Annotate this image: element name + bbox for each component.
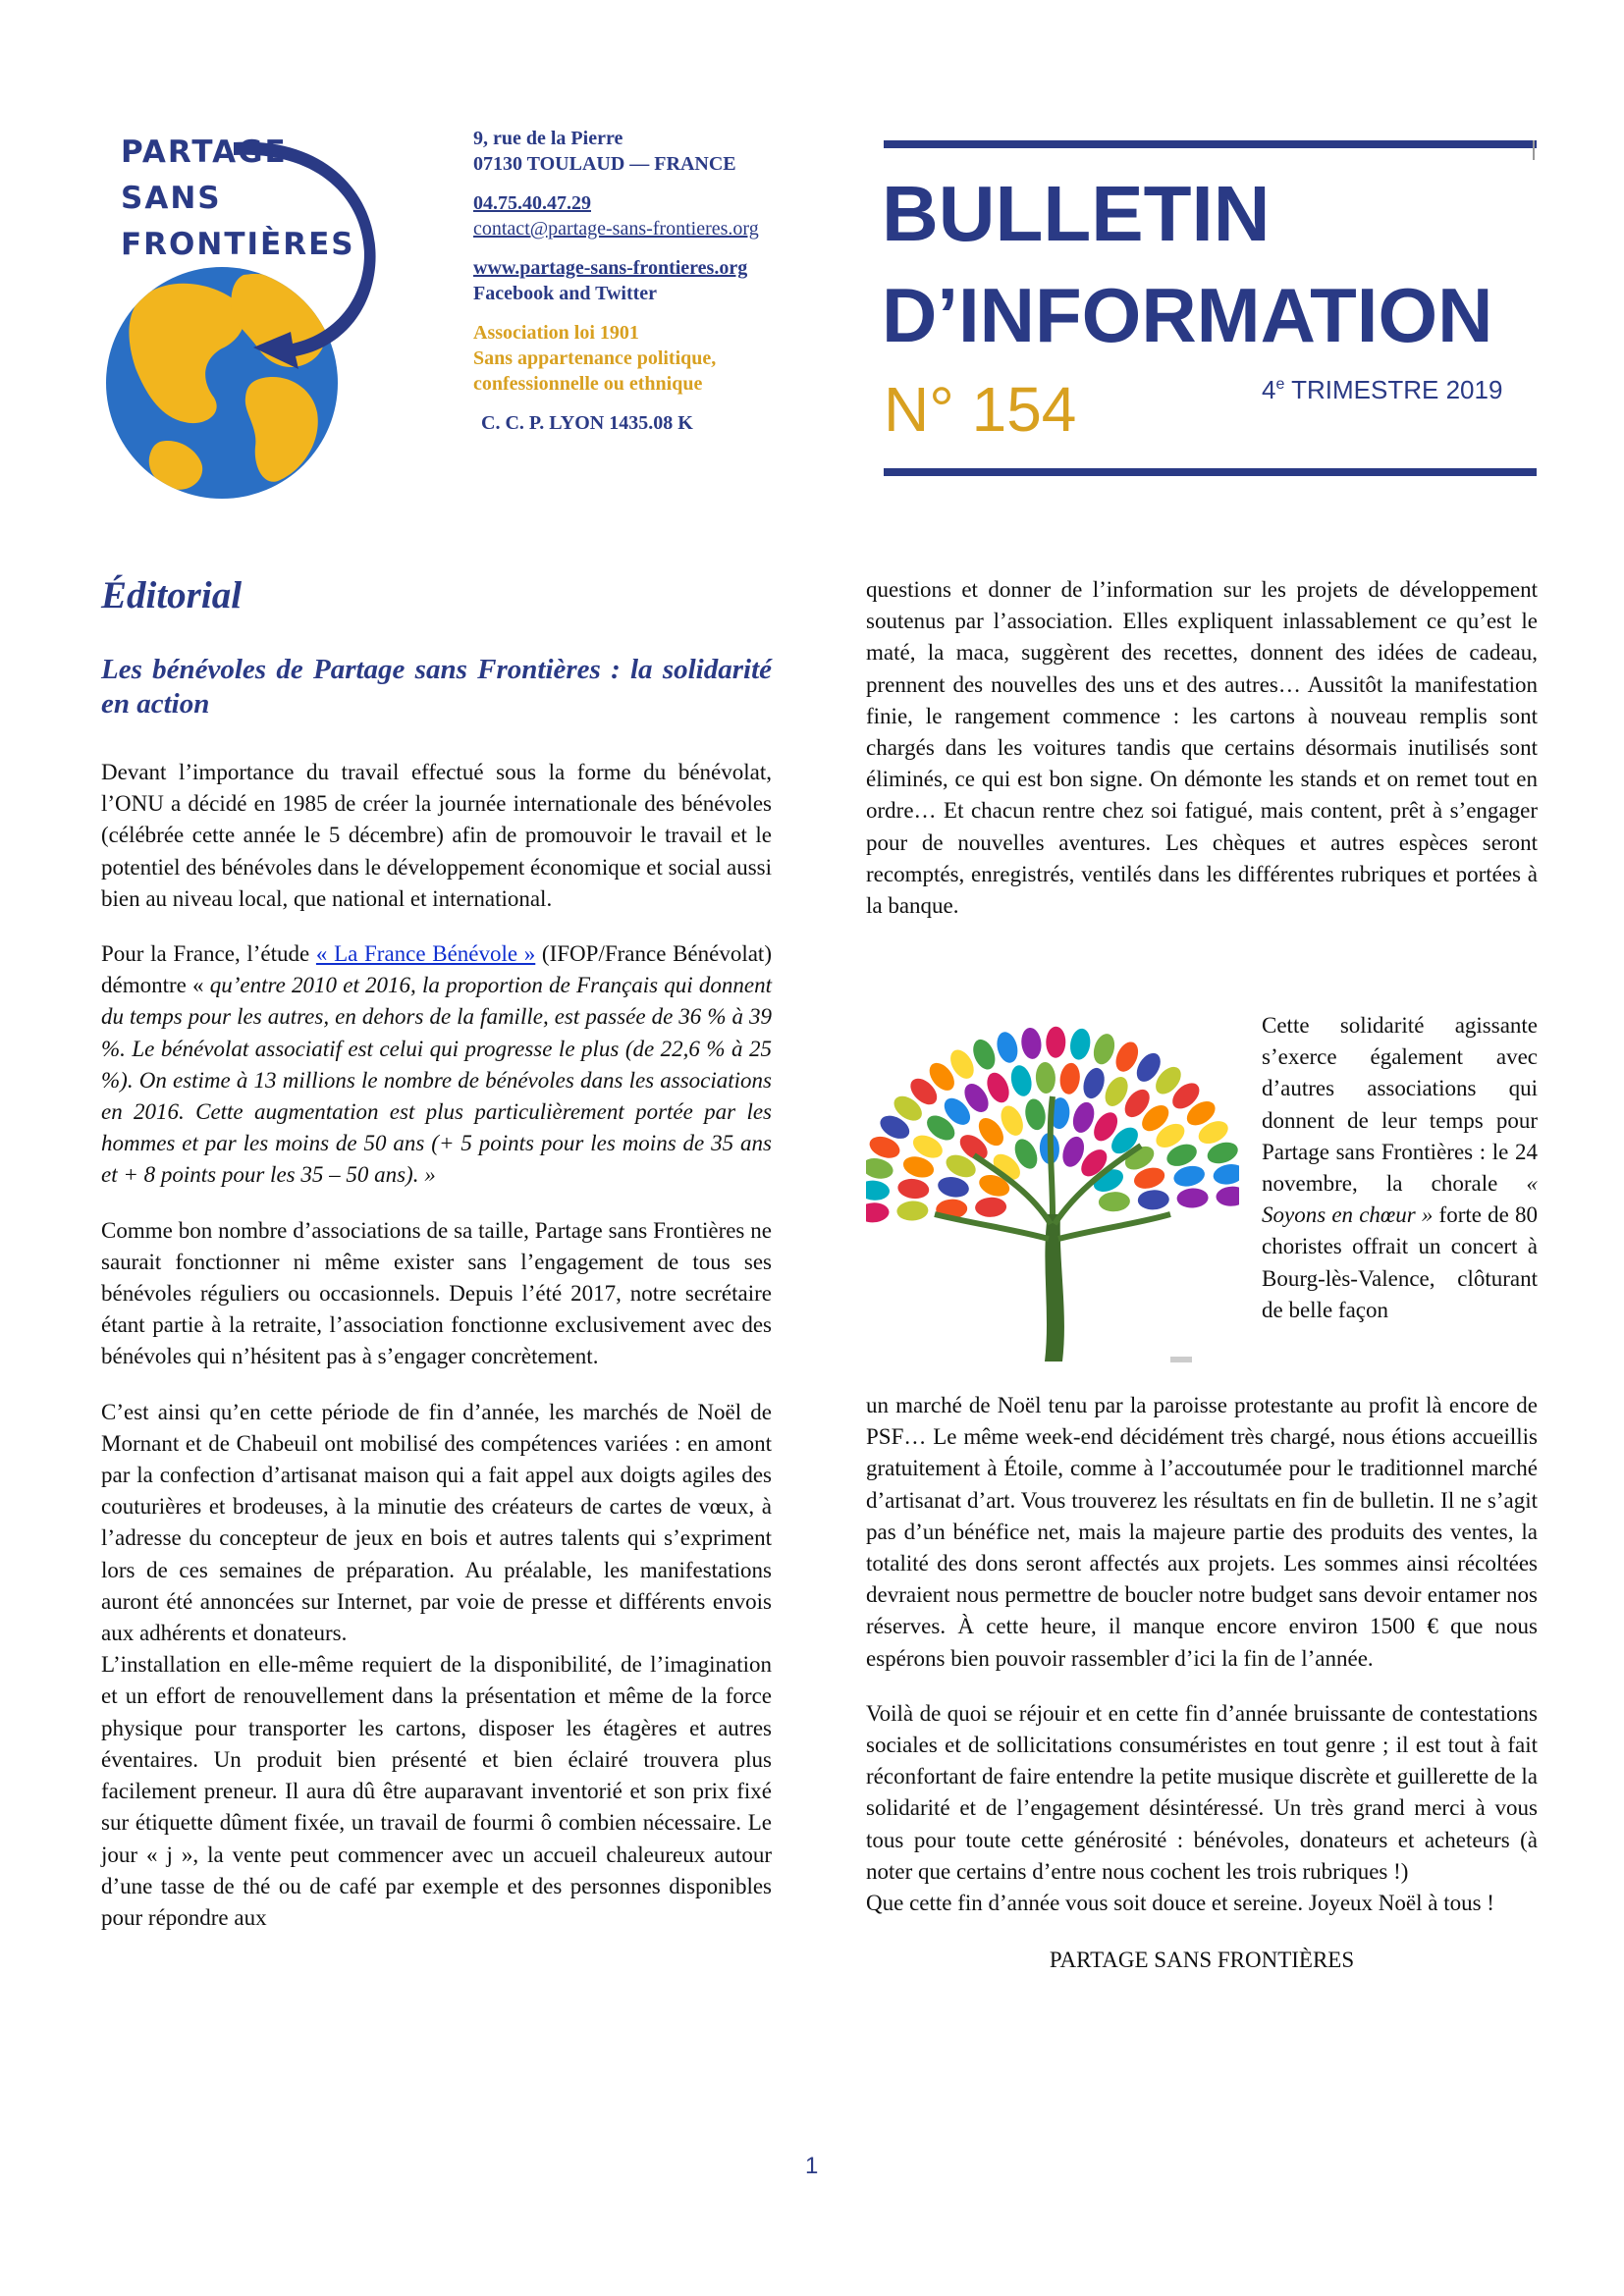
hand-shape bbox=[896, 1201, 929, 1222]
right-column bbox=[866, 574, 1538, 922]
paragraph-thanks: Voilà de quoi se réjouir et en cette fin d’année bruissante de contestations sociales et de sollicitations consuméristes en tout genre ; il est tout à fait réconfortant de faire entendre la petite musique discrète et guillerette de la solidarité et de l’engagement désintéressé. Un très grand merci à vous tous pour toute cette générosité : bénévoles, donateurs et acheteurs (à noter que certains d’entre nous cochent les trois rubriques !) bbox=[866, 1700, 1538, 1884]
right-column-continued bbox=[866, 1390, 1538, 1976]
page-number: 1 bbox=[805, 2153, 819, 2179]
hand-shape bbox=[994, 1030, 1020, 1065]
p2-source: (IFOP/France Bénévolat) démontre « bbox=[101, 941, 772, 998]
address-block bbox=[473, 126, 837, 436]
website-link[interactable]: www.partage-sans-frontieres.org bbox=[473, 257, 748, 279]
trimester-text: TRIMESTRE 2019 bbox=[1284, 375, 1503, 404]
logo-word-frontieres: FRONTIÈRES bbox=[121, 227, 355, 262]
trimester-ordinal: e bbox=[1275, 376, 1285, 393]
choir-text-a: Cette solidarité agissante s’exerce également avec d’autres associations qui donnent de leur temps pour Partage sans Frontières : le 24 novembre, la chorale bbox=[1262, 1013, 1538, 1197]
hand-shape bbox=[1080, 1065, 1109, 1100]
issue-number: N° 154 bbox=[884, 374, 1077, 445]
bulletin-title-line1: BULLETIN bbox=[882, 170, 1271, 257]
hand-shape bbox=[1068, 1027, 1093, 1061]
header-rule-tick bbox=[1533, 140, 1535, 160]
hand-shape bbox=[1035, 1062, 1056, 1095]
paragraph-onu: Devant l’importance du travail effectué sous la forme du bénévolat, l’ONU a décidé en 1985 de créer la journée internationale des bénévoles (célébrée cette année le 5 décembre) afin de promouvoir le travail et le potentiel des bénévoles dans le développement économique et social aussi bien au niveau local, que national et international. bbox=[101, 760, 772, 911]
hand-shape bbox=[1176, 1188, 1209, 1209]
paragraph-association: Comme bon nombre d’associations de sa taille, Partage sans Frontières ne saurait fonctionner ni même exister sans l’engagement de tous ses bénévoles réguliers ou occasionnels. Depuis l’été 2017, notre secrétaire étant partie à la retraite, l’association fonctionne exclusivement avec des bénévoles qui n’hésitent pas à s’engager concrètement. bbox=[101, 1217, 772, 1369]
hand-shape bbox=[936, 1174, 970, 1200]
assoc-law: Association loi 1901 bbox=[473, 322, 639, 344]
logo-word-sans: SANS bbox=[121, 181, 222, 216]
hand-shape bbox=[1023, 1097, 1048, 1132]
paragraph-installation: L’installation en elle-même requiert de la disponibilité, de l’imagination et un effort de renouvellement dans la présentation et même de la force physique pour transporter les cartons, disposer les étagères et autres éventaires. Un produit bien présenté et bien éclairé trouvera plus facilement preneur. Il aura dû être auparavant inventorié et son prix fixé sur étiquette dûment fixée, un travail de fourmi ô combien nécessaire. Le jour « j », la vente peut commencer avec un accueil chaleureux autour d’une tasse de thé ou de café par exemple et des personnes disponibles pour répondre aux bbox=[101, 1652, 772, 1930]
email-link[interactable]: contact@partage-sans-frontieres.org bbox=[473, 218, 759, 240]
editorial-heading: Éditorial bbox=[101, 574, 243, 616]
hand-shape bbox=[866, 1155, 895, 1182]
signature: PARTAGE SANS FRONTIÈRES bbox=[1049, 1948, 1355, 1973]
hand-shape bbox=[896, 1177, 930, 1201]
assoc-neutral-2: confessionnelle ou ethnique bbox=[473, 373, 703, 395]
p2-quote: qu’entre 2010 et 2016, la proportion de Français qui donnent du temps pour les autres, en dehors de la famille, est passée de 36 % à 39 %. Le bénévolat associatif est celui qui progresse le plus (de 22,6 % à 25 %). On estime à 13 millions le nombre de bénévoles dans les associations en 2016. Cette augmentation est plus particulièrement portée par les hommes et par les moins de 50 ans (+ 5 points pour les moins de 35 ans et + 8 points pour les 35 – 50 ans). » bbox=[101, 973, 772, 1188]
hand-shape bbox=[1098, 1191, 1130, 1212]
hand-shape bbox=[1020, 1027, 1044, 1060]
bulletin-title-line2: D’INFORMATION bbox=[882, 272, 1493, 358]
hand-shape bbox=[1137, 1190, 1169, 1211]
hand-shape bbox=[866, 1202, 890, 1224]
paragraph-questions: questions et donner de l’information sur les projets de développement soutenus par l’association. Elles expliquent inlassablement ce qu’est le maté, la maca, suggèrent des recettes, donnent des idées de cadeau, prennent des nouvelles des uns et des autres… Aussitôt la manifestation finie, le rangement commence : les cartons à nouveau remplis sont chargés dans les voitures tandis que certains désormais inutilisés sont éliminés, ce qui est bon signe. On démonte les stands et on remet tout en ordre… Et chacun rentre chez soi fatigué, mais content, prêt à s’engager pour de nouvelles aventures. Les chèques et autres espèces seront recomptés, enregistrés, ventilés dans les différentes rubriques et portées à la banque. bbox=[866, 577, 1538, 919]
hand-shape bbox=[866, 1179, 891, 1201]
paragraph-wishes: Que cette fin d’année vous soit douce et sereine. Joyeux Noël à tous ! bbox=[866, 1891, 1494, 1916]
street-address: 9, rue de la Pierre bbox=[473, 128, 623, 149]
ccp-number: C. C. P. LYON 1435.08 K bbox=[481, 412, 693, 434]
hand-shape bbox=[1216, 1186, 1239, 1207]
paragraph-results: un marché de Noël tenu par la paroisse protestante au profit là encore de PSF… Le même week-end décidément très chargé, nous étions accueillis gratuitement à Étoile, comme à l’accoutumée pour le traditionnel marché d’artisanat d’art. Vous trouverez les résultats en fin de bulletin. Il ne s’agit pas d’un bénéfice net, mais la majeure partie des produits des ventes, la totalité des dons seront affectés aux projets. Les sommes ainsi récoltées devraient nous permettre de boucler notre budget sans devoir entamer nos réserves. À cette heure, il manque encore environ 1500 € que nous espérons bien pouvoir rassembler d’ici la fin de l’année. bbox=[866, 1393, 1538, 1671]
choir-name: « Soyons en chœur » bbox=[1262, 1171, 1538, 1228]
hand-shape bbox=[969, 1037, 1000, 1073]
choir-paragraph bbox=[1262, 1010, 1538, 1326]
city-address: 07130 TOULAUD — FRANCE bbox=[473, 153, 736, 175]
logo-word-partage: PARTAGE bbox=[121, 134, 288, 170]
paragraph-france-benevole bbox=[101, 938, 772, 1192]
hand-shape bbox=[1046, 1027, 1066, 1058]
trimester-label bbox=[1262, 377, 1502, 402]
left-column bbox=[101, 574, 772, 1934]
header-rule-bottom bbox=[884, 468, 1537, 476]
hand-shape bbox=[1212, 1162, 1239, 1188]
hand-shape bbox=[1058, 1062, 1082, 1095]
hand-shape bbox=[1171, 1163, 1207, 1190]
hands-tree-image bbox=[866, 1018, 1239, 1371]
france-benevole-link[interactable]: « La France Bénévole » bbox=[315, 941, 536, 967]
hand-shape bbox=[975, 1197, 1007, 1218]
paragraph-markets: C’est ainsi qu’en cette période de fin d’année, les marchés de Noël de Mornant et de Chabeuil ont mobilisé des compétences variées : en amont par la confection d’artisanat maison qui a fait appel aux doigts agiles des couturières et brodeuses, à la minutie des créateurs de cartes de vœux, à l’adresse du concepteur de jeux en bois et autres talents qui s’expriment lors de ces semaines de préparation. Au préalable, les manifestations auront été annoncées sur Internet, par voie de presse et différents envois aux adhérents et donateurs. bbox=[101, 1399, 772, 1646]
hand-shape bbox=[1090, 1032, 1117, 1067]
assoc-neutral-1: Sans appartenance politique, bbox=[473, 347, 717, 369]
header-rule-top bbox=[884, 140, 1537, 148]
trimester-number: 4 bbox=[1262, 375, 1276, 404]
choir-text-b: forte de 80 choristes offrait un concert à Bourg-lès-Valence, clôturant de belle façon bbox=[1262, 1202, 1538, 1322]
hand-shape bbox=[1069, 1099, 1098, 1136]
hand-shape bbox=[1008, 1063, 1035, 1098]
association-logo bbox=[106, 128, 460, 520]
editorial-subtitle: Les bénévoles de Partage sans Frontières : la solidarité en action bbox=[101, 654, 772, 720]
phone-number[interactable]: 04.75.40.47.29 bbox=[473, 192, 591, 214]
p2-intro: Pour la France, l’étude bbox=[101, 941, 316, 967]
social-text: Facebook and Twitter bbox=[473, 283, 658, 304]
